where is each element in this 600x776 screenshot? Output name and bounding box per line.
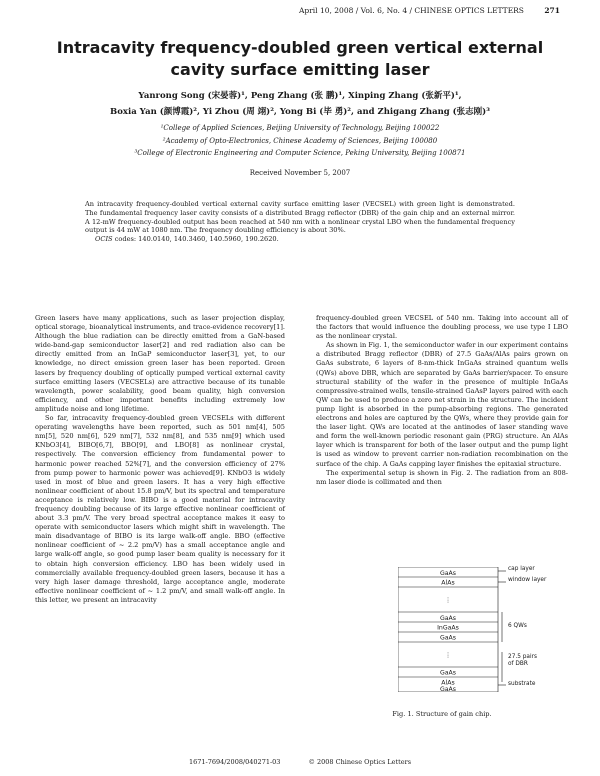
gain-chip-diagram: [398, 567, 508, 692]
running-head: April 10, 2008 / Vol. 6, No. 4 / CHINESE OPTICS LETTERS: [298, 6, 524, 15]
author-list: [50, 88, 550, 120]
paper-title: Intracavity frequency-doubled green vertical external cavity surface emitting laser: [56, 38, 544, 79]
running-header: [40, 6, 560, 20]
ocis-code-list: codes: 140.0140, 140.3460, 140.5960, 190.2620.: [114, 235, 279, 244]
figure-side-labels: [508, 566, 568, 696]
page-number: 271: [544, 6, 560, 15]
dbr-label: of DBR: [508, 661, 528, 667]
affiliation-2: ²Academy of Opto-Electronics, Chinese Academy of Sciences, Beijing 100080: [162, 136, 438, 145]
paragraph: As shown in Fig. 1, the semiconductor wafer in our experiment contains a distributed Bragg reflector (DBR) of 27.5 GaAs/AlAs pairs grown on GaAs substrate, 6 layers of 8-nm-thick InGaAs strained quantum wells (QWs) above DBR, which are separated by GaAs barrier/spacer. To ensure structural stability of the wafer in the presence of multiple InGaAs compressive-strained wells, tensile-strained GaAsP layers paired with each QW can be used to produce a zero net strain in the structure. The incident pump light is absorbed in the pump-absorbing regions. The generated electrons and holes are captured by the QWs, where they provide gain for the laser light. QWs are located at the antinodes of laser standing wave and form the well-known periodic resonant gain (PRG) structure. An AlAs layer which is transparent for both of the laser output and the pump light is used as window to prevent carrier non-radiation recombination on the surface of the chip. A GaAs capping layer finishes the epitaxial structure.: [316, 341, 568, 468]
page-footer: [100, 758, 500, 766]
author-line-2: Boxia Yan (颜博霞)², Yi Zhou (周 翊)², Yong Bi (毕 勇)², and Zhigang Zhang (张志刚)³: [110, 107, 490, 117]
gain-chip-figure: [398, 567, 508, 692]
layer-label: InGaAs: [437, 624, 459, 632]
left-column: [35, 314, 285, 749]
layer-label: GaAs: [439, 615, 457, 622]
affiliation-1: ¹College of Applied Sciences, Beijing University of Technology, Beijing 100022: [160, 124, 440, 132]
paragraph: So far, intracavity frequency-doubled green VECSELs with different operating wavelengths have been reported, such as 501 nm[4], 505 nm[5], 520 nm[6], 529 nm[7], 532 nm[8], and 535 nm[9] which used KNbO3[4], BIBO[6,7], BBO[9], and LBO[8] as nonlinear crystal, respectively. The conversion efficiency from fundamental power to harmonic power reached 52%[7], and the conversion efficiency of 27% from pump power to harmonic power was achieved[9]. KNbO3 is widely used in most of blue and green lasers. It has a very high effective nonlinear coefficient of about 15.8 pm/V, but its spectral and temperature acceptance is relatively low. BIBO is a good material for intracavity frequency doubling because of its large effective nonlinear coefficient of about 3.3 pm/V. The very broad spectral acceptance makes it easy to operate with semiconductor lasers which might shift in wavelength. The main disadvantage of BIBO is its large walk-off angle. BBO (effective nonlinear coefficient of ~ 2.2 pm/V) has a small acceptance angle and large walk-off angle, so good pump laser beam quality is necessary for it to obtain high conversion efficiency. LBO has been widely used in commercially available frequency-doubled green lasers, because it has a very high laser damage threshold, large acceptance angle, moderate effective nonlinear coefficient of ~ 1.2 pm/V, and small walk-off angle. In this letter, we present an intracavity: [35, 414, 285, 604]
dbr-pairs-label: 27.5 pairs: [508, 654, 537, 660]
abstract: [85, 200, 515, 244]
layer-label: GaAs: [439, 634, 457, 642]
paragraph: frequency-doubled green VECSEL of 540 nm. Taking into account all of the factors that would influence the doubling process, we use type I LBO as the nonlinear crystal.: [316, 314, 568, 341]
layer-label: AlAs: [441, 579, 455, 587]
issn: 1671-7694/2008/040271-03: [188, 758, 281, 766]
layer-label: GaAs: [439, 686, 457, 692]
affiliations: [60, 122, 540, 160]
layer-label: AlAs: [441, 679, 455, 687]
window-layer-label: window layer: [508, 577, 547, 583]
right-column: [316, 314, 568, 487]
paragraph: The experimental setup is shown in Fig. 2. The radiation from an 808-nm laser diode is collimated and then: [316, 468, 568, 486]
layer-ellipsis: ⋮: [444, 652, 452, 659]
ocis-label: OCIS: [95, 235, 113, 244]
ocis-codes: [95, 235, 515, 244]
layer-label: GaAs: [439, 570, 457, 577]
received-date: Received November 5, 2007: [249, 169, 351, 177]
substrate-label: substrate: [508, 681, 536, 687]
layer-label: GaAs: [439, 669, 457, 677]
layer-ellipsis: ⋮: [444, 597, 452, 604]
qw-label: 6 QWs: [508, 623, 527, 629]
affiliation-3: ³College of Electronic Engineering and Computer Science, Peking University, Beijing 100871: [134, 149, 466, 157]
copyright: © 2008 Chinese Optics Letters: [308, 758, 412, 766]
paragraph: Green lasers have many applications, such as laser projection display, optical storage, bioanalytical instruments, and trace-evidence recovery[1]. Although the blue radiation can be directly emitted from a GaN-based wide-band-gap semiconductor laser[2] and red radiation also can be directly emitted from an InGaP semiconductor laser[3], yet, to our knowledge, no direct emission green laser has been reported. Green lasers by frequency doubling of optically pumped vertical external cavity surface emitting lasers (VECSELs) are attractive because of its tunable wavelength, power scalability, good beam quality, high conversion efficiency, and other important benefits including extremely low amplitude noise and long lifetime.: [35, 314, 285, 413]
figure-caption: Fig. 1. Structure of gain chip.: [392, 710, 492, 718]
abstract-text: An intracavity frequency-doubled vertical external cavity surface emitting laser (VECSEL) with green light is demonstrated. The fundamental frequency laser cavity consists of a distributed Bragg reflector (DBR) of the gain chip and an external mirror. A 12-mW frequency-doubled output has been reached at 540 nm with a nonlinear crystal LBO when the fundamental frequency output is 44 mW at 1080 nm. The frequency doubling efficiency is about 30%.: [85, 200, 515, 235]
cap-layer-label: cap layer: [508, 566, 535, 572]
author-line-1: Yanrong Song (宋晏蓉)¹, Peng Zhang (张 鹏)¹, Xinping Zhang (张新平)¹,: [138, 91, 462, 101]
